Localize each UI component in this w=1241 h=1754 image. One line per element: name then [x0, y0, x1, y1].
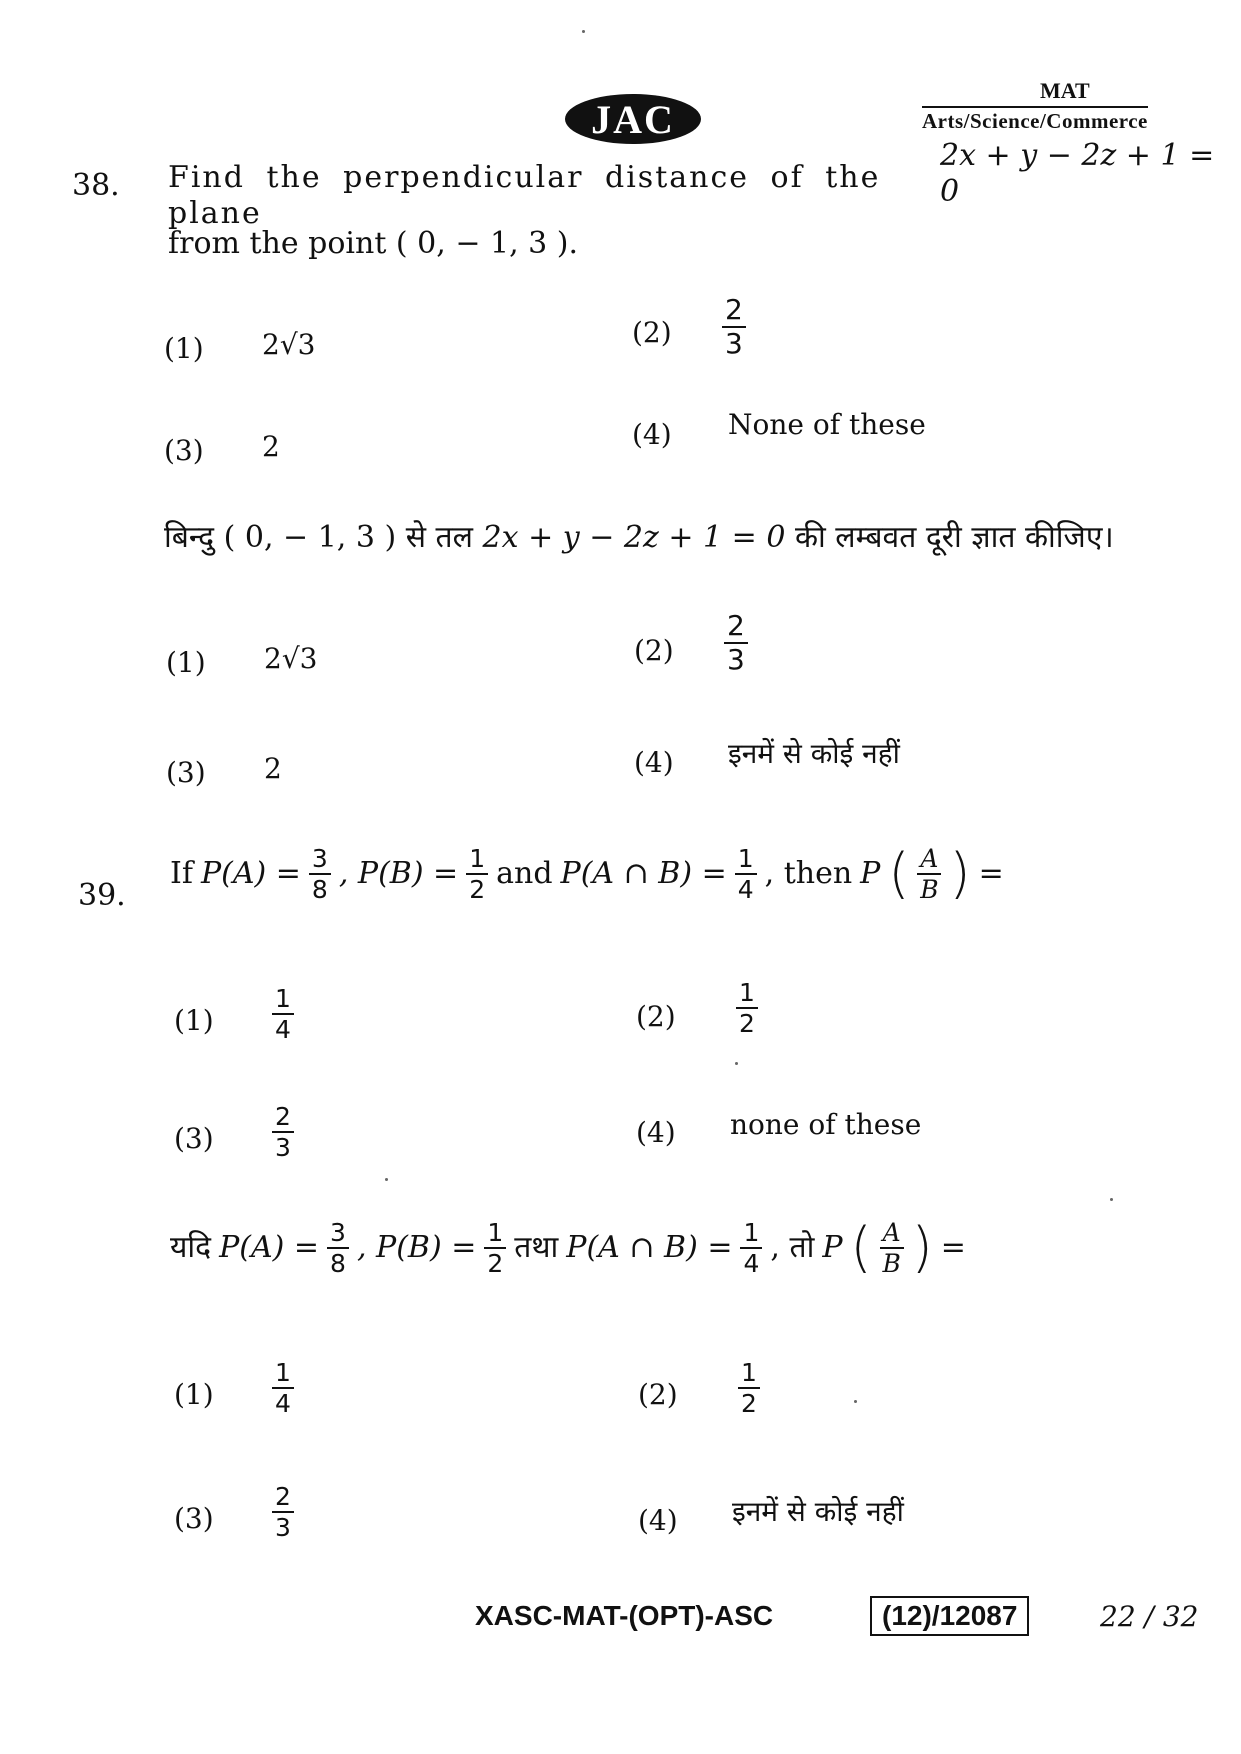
fraction-denominator: 3: [275, 1133, 291, 1162]
fraction-denominator: 3: [275, 1513, 291, 1542]
left-paren: (: [850, 1216, 872, 1279]
fraction-numerator: A: [880, 1220, 904, 1249]
fraction-denominator: 2: [741, 1389, 757, 1418]
q39-en-option-1-fraction: [272, 986, 294, 1042]
fraction-numerator: 1: [736, 980, 758, 1009]
fraction-denominator: B: [882, 1249, 901, 1278]
q38-en-option-4-value: None of these: [728, 408, 926, 441]
q38-hi-option-3-label: (3): [166, 756, 206, 789]
q38-hi-part-a: बिन्दु ( 0, − 1, 3 ) से तल: [164, 520, 473, 555]
fraction-denominator: 2: [469, 875, 486, 904]
q39-hi-pab: P(A ∩ B) =: [566, 1230, 733, 1265]
q39-en-option-4-value: none of these: [730, 1108, 922, 1141]
q39-en-pab: P(A ∩ B) =: [560, 856, 727, 891]
fraction-denominator: 3: [725, 327, 743, 360]
q39-hi-if: यदि: [170, 1230, 212, 1265]
fraction-denominator: B: [920, 875, 939, 904]
q38-hi-option-3-value: 2: [264, 752, 282, 785]
page-number: 22 / 32: [1100, 1600, 1199, 1633]
q39-hi-and: तथा: [514, 1230, 559, 1265]
q38-hi-option-4-label: (4): [634, 746, 674, 779]
q39-en-eq: =: [978, 856, 1004, 891]
q39-hi-pb: , P(B) =: [356, 1230, 477, 1265]
q39-hi-p: P: [822, 1230, 843, 1265]
q38-hi-option-1-label: (1): [166, 646, 206, 679]
q38-en-option-3-label: (3): [164, 434, 204, 467]
q39-en-pa: P(A) =: [200, 856, 301, 891]
paper-code: XASC-MAT-(OPT)-ASC: [475, 1600, 774, 1631]
fraction-denominator: 4: [275, 1389, 291, 1418]
q38-plane-equation: 2x + y − 2z + 1 = 0: [940, 138, 1215, 209]
q39-hi-option-2-fraction: [738, 1360, 760, 1416]
q39-en-option-4-label: (4): [636, 1116, 676, 1149]
q39-hi-pa: P(A) =: [219, 1230, 320, 1265]
scan-speck: [385, 1178, 388, 1181]
logo-text: JAC: [591, 96, 675, 142]
q39-hi-option-1-fraction: [272, 1360, 294, 1416]
q39-hi-option-1-label: (1): [174, 1378, 214, 1411]
q39-hi-option-2-label: (2): [638, 1378, 678, 1411]
question-number-38: 38.: [72, 168, 120, 203]
q38-text-en-line1: Find the perpendicular distance of the plane: [168, 160, 881, 231]
q38-en-option-2-fraction: [722, 293, 746, 360]
fraction-numerator: 2: [272, 1484, 294, 1513]
q38-hi-option-1-value: 2√3: [264, 642, 318, 675]
fraction-numerator: 3: [327, 1220, 349, 1249]
q39-en-p: P: [860, 856, 881, 891]
q38-hi-option-4-value: इनमें से कोई नहीं: [728, 737, 900, 770]
q39-hi-option-4-value: इनमें से कोई नहीं: [732, 1495, 904, 1528]
q38-hi-equation: 2x + y − 2z + 1 = 0: [482, 520, 786, 555]
q38-hi-part-b: की लम्बवत दूरी ज्ञात कीजिए।: [794, 520, 1114, 555]
q39-en-option-2-fraction: [736, 980, 758, 1036]
fraction-numerator: 1: [484, 1220, 506, 1249]
q38-en-option-1-value: 2√3: [262, 328, 316, 361]
left-paren: (: [888, 842, 910, 905]
q39-hi-option-4-label: (4): [638, 1504, 678, 1537]
q39-hi-eq: =: [940, 1230, 966, 1265]
right-paren: ): [949, 842, 971, 905]
q39-hi-option-3-fraction: [272, 1484, 294, 1540]
q38-en-option-1-label: (1): [164, 332, 204, 365]
jac-logo: [565, 94, 701, 144]
q38-text-en-line2: from the point ( 0, − 1, 3 ).: [168, 226, 579, 261]
q39-en-then: , then: [764, 856, 853, 891]
q39-text-hi: [170, 1216, 966, 1279]
scan-speck: [1110, 1198, 1113, 1201]
q39-hi-option-3-label: (3): [174, 1502, 214, 1535]
q39-en-if: If: [170, 856, 193, 891]
fraction-numerator: 1: [738, 1360, 760, 1389]
fraction-numerator: 1: [735, 846, 757, 875]
fraction-numerator: 1: [740, 1220, 762, 1249]
scan-speck: [582, 30, 585, 33]
q38-en-option-4-label: (4): [632, 418, 672, 451]
q38-en-option-3-value: 2: [262, 430, 280, 463]
subject-label: MAT: [1040, 78, 1090, 103]
fraction-denominator: 4: [743, 1249, 760, 1278]
q39-en-option-3-fraction: [272, 1104, 294, 1160]
q38-hi-option-2-fraction: [724, 609, 748, 676]
fraction-denominator: 3: [727, 643, 745, 676]
q39-en-and: and: [496, 856, 553, 891]
scan-speck: [854, 1400, 857, 1403]
right-paren: ): [911, 1216, 933, 1279]
fraction-numerator: 2: [724, 612, 748, 644]
fraction-numerator: 1: [272, 1360, 294, 1389]
q38-en-option-2-label: (2): [632, 316, 672, 349]
fraction-denominator: 4: [737, 875, 754, 904]
question-number-39: 39.: [78, 878, 126, 913]
q39-en-option-1-label: (1): [174, 1004, 214, 1037]
fraction-numerator: 2: [722, 296, 746, 328]
fraction-numerator: 1: [272, 986, 294, 1015]
fraction-numerator: 2: [272, 1104, 294, 1133]
q38-text-hi: [164, 520, 1114, 556]
q38-hi-option-2-label: (2): [634, 634, 674, 667]
paper-set-box: (12)/12087: [870, 1596, 1029, 1636]
fraction-denominator: 2: [487, 1249, 504, 1278]
q39-en-option-3-label: (3): [174, 1122, 214, 1155]
q39-en-option-2-label: (2): [636, 1000, 676, 1033]
scan-speck: [735, 1062, 738, 1065]
fraction-denominator: 2: [739, 1009, 755, 1038]
fraction-denominator: 8: [311, 875, 328, 904]
streams-label: Arts/Science/Commerce: [922, 106, 1148, 134]
fraction-numerator: A: [917, 846, 941, 875]
fraction-numerator: 1: [466, 846, 488, 875]
q39-hi-then: , तो: [770, 1230, 815, 1265]
q39-text-en: [170, 842, 1004, 905]
fraction-denominator: 4: [275, 1015, 291, 1044]
q39-en-pb: , P(B) =: [338, 856, 459, 891]
fraction-numerator: 3: [309, 846, 331, 875]
fraction-denominator: 8: [330, 1249, 346, 1278]
